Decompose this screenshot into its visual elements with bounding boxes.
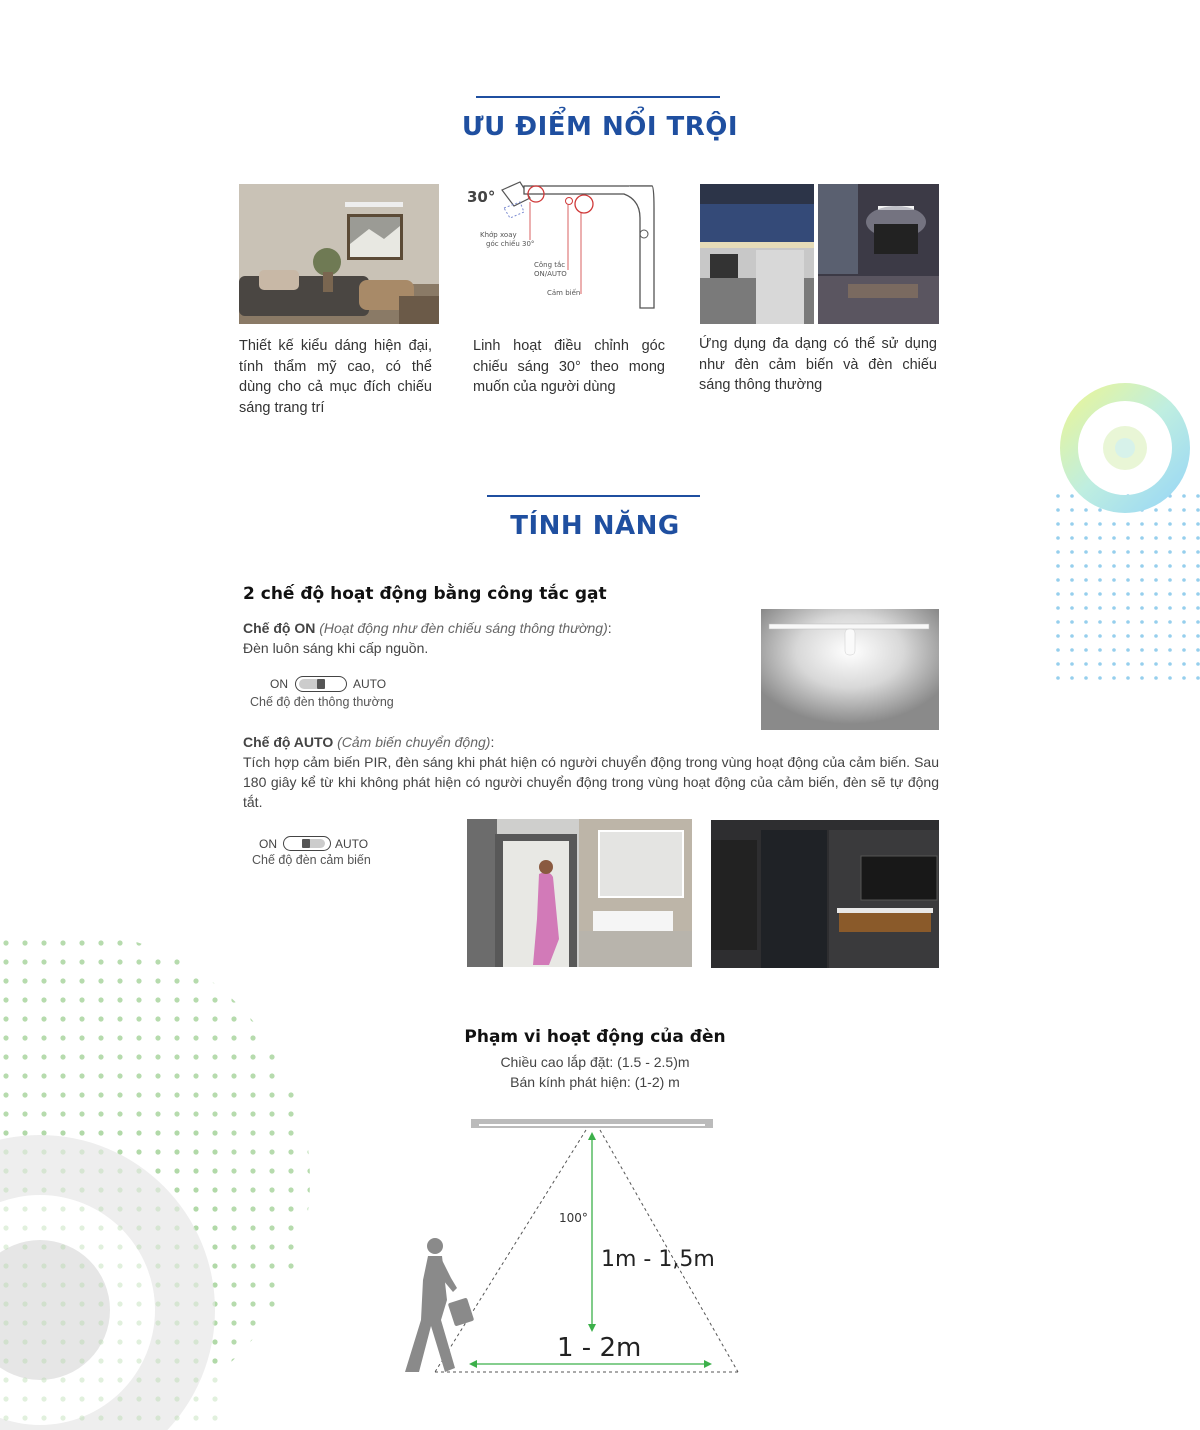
mode-on-caption: Chế độ đèn thông thường <box>250 695 394 709</box>
switch-on-mode <box>295 676 347 692</box>
svg-text:Công tắc: Công tắc <box>534 261 566 269</box>
walking-person-icon <box>405 1238 474 1372</box>
switch-on-label-2: ON <box>259 837 277 851</box>
range-height: Chiều cao lắp đặt: (1.5 - 2.5)m <box>500 1054 690 1070</box>
switch-auto-mode <box>283 836 331 851</box>
section-title-advantages: ƯU ĐIỂM NỔI TRỘI <box>461 112 739 142</box>
modes-subtitle: 2 chế độ hoạt động bằng công tắc gạt <box>243 584 607 604</box>
decor-dots-left <box>0 880 310 1430</box>
mode-on-desc: Đèn luôn sáng khi cấp nguồn. <box>243 640 429 656</box>
range-radius: Bán kính phát hiện: (1-2) m <box>510 1074 680 1090</box>
svg-text:Cảm biến: Cảm biến <box>547 289 581 297</box>
advantage-desc-1: Thiết kế kiểu dáng hiện đại, tính thẩm mỹ cao, có thể dùng cho cả mục đích chiếu sáng trang trí <box>239 338 432 416</box>
switch-on-label: ON <box>270 677 288 691</box>
range-diagram <box>395 1110 745 1382</box>
angle-label: 100° <box>559 1211 588 1225</box>
advantage-desc-3: Ứng dụng đa dạng có thể sử dụng như đèn cảm biến và đèn chiếu sáng thông thường <box>699 336 937 393</box>
bathroom-dark-photo <box>711 820 939 968</box>
mode-on-header: Chế độ ON (Hoạt động như đèn chiếu sáng thông thường): <box>243 620 612 636</box>
decor-dots-right <box>1040 380 1200 680</box>
rotation-diagram <box>464 178 664 328</box>
heading-rule-2 <box>487 495 700 497</box>
mode-auto-header: Chế độ AUTO (Cảm biến chuyển động): <box>243 734 495 750</box>
living-room-photo <box>239 184 439 324</box>
horizontal-label: 1 - 2m <box>557 1333 642 1363</box>
lamp-on-photo <box>761 609 939 730</box>
switch-auto-label: AUTO <box>353 677 387 691</box>
kitchen-photo <box>700 184 814 324</box>
heading-rule <box>476 96 720 98</box>
section-title-features: TÍNH NĂNG <box>510 511 680 541</box>
vertical-label: 1m - 1,5m <box>601 1247 715 1272</box>
range-title: Phạm vi hoạt động của đèn <box>464 1027 726 1047</box>
switch-auto-label-2: AUTO <box>335 837 369 851</box>
mode-auto-desc: Tích hợp cảm biến PIR, đèn sáng khi phát hiện có người chuyển động trong vùng hoạt động của cảm biến. Sau 180 giây kể từ khi không phát hiện có người chuyển động trong vùng hoạt động của cảm biến, đèn sẽ tự động tắt. <box>243 754 939 810</box>
diagram-angle-label: 30° <box>467 188 496 206</box>
svg-text:góc chiếu 30°: góc chiếu 30° <box>486 240 535 248</box>
advantage-desc-2: Linh hoạt điều chỉnh góc chiếu sáng 30° theo mong muốn của người dùng <box>473 338 665 395</box>
svg-text:Khớp xoay: Khớp xoay <box>480 231 517 239</box>
svg-text:ON/AUTO: ON/AUTO <box>534 270 567 278</box>
bedroom-photo <box>818 184 939 324</box>
bathroom-light-photo <box>467 819 692 967</box>
mode-auto-caption: Chế độ đèn cảm biến <box>252 853 371 867</box>
